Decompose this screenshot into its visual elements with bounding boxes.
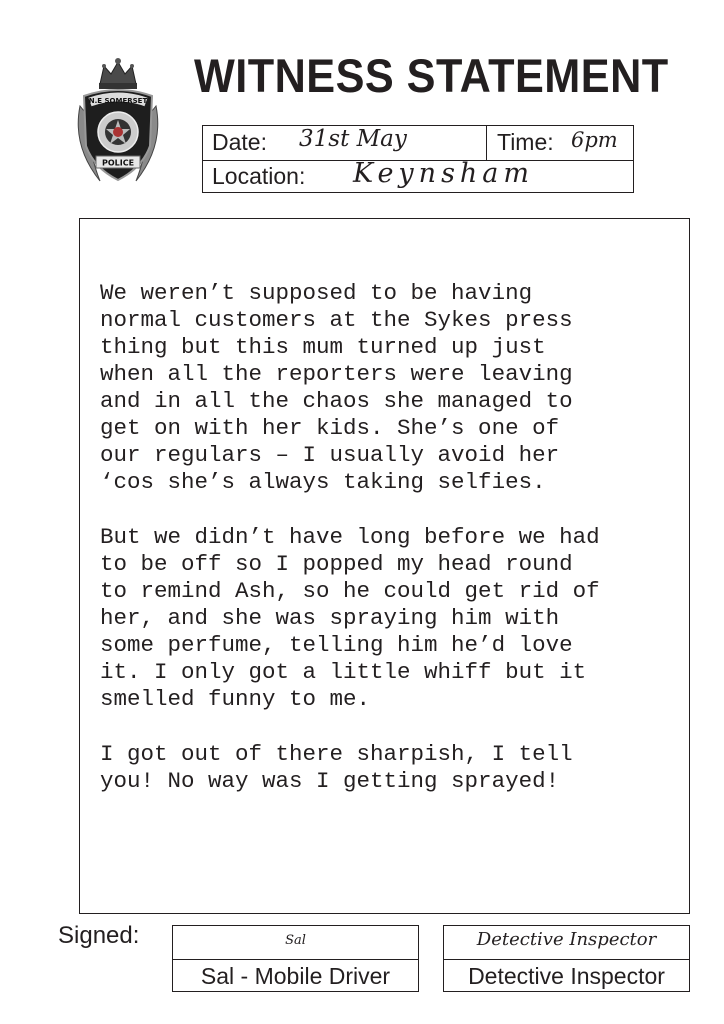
- location-value: Keynsham: [353, 158, 535, 189]
- police-badge-logo: [70, 56, 166, 192]
- location-label: Location:: [212, 163, 306, 189]
- divider: [486, 126, 487, 160]
- witness-signature-box: [172, 925, 419, 992]
- officer-signature: Detective Inspector: [476, 929, 657, 950]
- time-value: 6pm: [571, 128, 618, 152]
- date-value: 31st May: [299, 126, 407, 152]
- signed-label: Signed:: [58, 922, 140, 949]
- badge-bottom-text: POLICE: [101, 158, 135, 168]
- badge-top-text: N.E SOMERSET: [88, 97, 148, 105]
- witness-signature: Sal: [285, 933, 306, 948]
- time-label: Time:: [497, 129, 554, 155]
- info-box: [202, 125, 634, 193]
- officer-signature-box: [443, 925, 690, 992]
- statement-box: [79, 218, 690, 914]
- officer-name: Detective Inspector: [468, 963, 665, 989]
- page-title: WITNESS STATEMENT: [194, 49, 669, 102]
- statement-paragraph: But we didn’t have long before we had to be off so I popped my head round to remind Ash, so he could get rid of her, and she was spraying him with some perfume, telling him he’d love it. I only got a little whiff but it smelled funny to me.: [100, 524, 600, 712]
- witness-name: Sal - Mobile Driver: [200, 963, 391, 989]
- statement-paragraph: I got out of there sharpish, I tell you! No way was I getting sprayed!: [100, 741, 573, 794]
- date-label: Date:: [212, 129, 267, 155]
- statement-paragraph: We weren’t supposed to be having normal customers at the Sykes press thing but this mum turned up just when all the reporters were leaving and in all the chaos she managed to get on with her kids. She’s one of our regulars – I usually avoid her ‘cos she’s always taking selfies.: [100, 280, 573, 495]
- location-row: [203, 160, 633, 194]
- crown-icon: [99, 58, 137, 89]
- date-time-row: [203, 126, 633, 161]
